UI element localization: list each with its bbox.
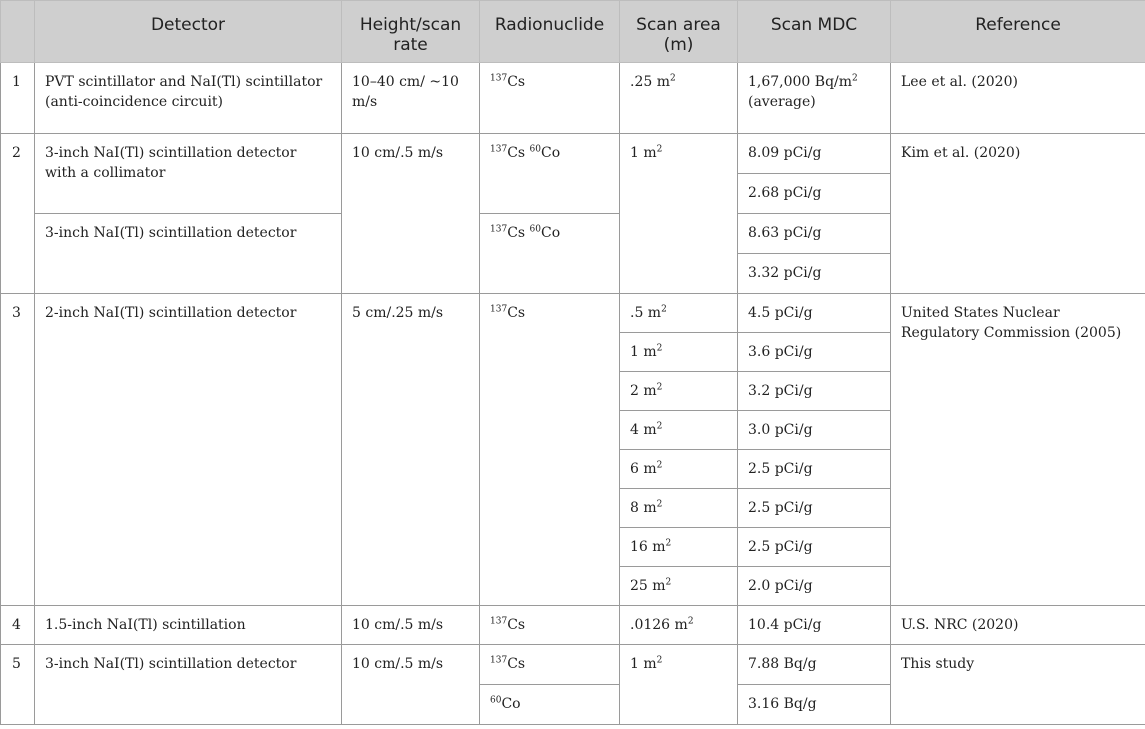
scan-area-cell — [620, 606, 738, 645]
radionuclide-cell — [480, 134, 620, 214]
radionuclide-cell — [480, 214, 620, 294]
scan-area-cell — [620, 63, 738, 134]
element-symbol: Cs — [507, 145, 530, 161]
area-value: .25 m — [630, 74, 670, 90]
area-value: 25 m — [630, 578, 666, 594]
row-number: 5 — [1, 645, 35, 725]
area-exponent: 2 — [656, 499, 663, 510]
height-scan-rate-cell: 10–40 cm/ ~10 m/s — [342, 63, 480, 134]
element-symbol: Co — [501, 696, 521, 712]
scan-mdc-cell: 10.4 pCi/g — [738, 606, 891, 645]
header-radionuclide: Radionuclide — [480, 1, 620, 63]
row-number: 1 — [1, 63, 35, 134]
detector-cell: 2-inch NaI(Tl) scintillation detector — [35, 294, 342, 606]
area-value: 6 m — [630, 461, 657, 477]
area-value: .0126 m — [630, 617, 688, 633]
area-value: 1 m — [630, 145, 657, 161]
header-scan-mdc: Scan MDC — [738, 1, 891, 63]
reference-cell: United States Nuclear Regulatory Commission (2005) — [891, 294, 1145, 606]
scan-area-cell — [620, 489, 738, 528]
element-symbol: Cs — [507, 305, 526, 321]
area-value: 8 m — [630, 500, 657, 516]
detector-cell: 3-inch NaI(Tl) scintillation detector — [35, 645, 342, 725]
radionuclide-cell — [480, 645, 620, 685]
radionuclide-cell — [480, 294, 620, 606]
scan-area-cell — [620, 294, 738, 333]
table-row — [1, 63, 1145, 134]
mass-number: 137 — [490, 616, 508, 627]
row-number: 3 — [1, 294, 35, 606]
scan-area-cell — [620, 528, 738, 567]
scan-mdc-cell: 8.09 pCi/g — [738, 134, 891, 174]
detector-cell: 3-inch NaI(Tl) scintillation detector with a collimator — [35, 134, 342, 214]
area-exponent: 2 — [656, 460, 663, 471]
mass-number: 60 — [490, 695, 502, 706]
mdc-value: 1,67,000 Bq/m — [748, 74, 853, 90]
scan-area-cell — [620, 411, 738, 450]
area-value: 4 m — [630, 422, 657, 438]
header-row — [1, 1, 1145, 63]
area-value: 16 m — [630, 539, 666, 555]
scan-mdc-cell: 8.63 pCi/g — [738, 214, 891, 254]
scan-area-cell — [620, 450, 738, 489]
element-symbol: Cs — [507, 74, 526, 90]
scan-area-cell — [620, 645, 738, 725]
mass-number: 60 — [529, 224, 541, 235]
element-symbol: Cs — [507, 617, 526, 633]
header-reference: Reference — [891, 1, 1145, 63]
scan-mdc-cell: 4.5 pCi/g — [738, 294, 891, 333]
radionuclide-cell — [480, 685, 620, 725]
detector-cell: 1.5-inch NaI(Tl) scintillation — [35, 606, 342, 645]
mass-number: 137 — [490, 224, 508, 235]
area-value: 2 m — [630, 383, 657, 399]
reference-cell: Kim et al. (2020) — [891, 134, 1145, 294]
scan-mdc-cell: 3.2 pCi/g — [738, 372, 891, 411]
element-symbol: Co — [541, 225, 561, 241]
reference-cell: Lee et al. (2020) — [891, 63, 1145, 134]
area-exponent: 2 — [665, 538, 672, 549]
mass-number: 137 — [490, 144, 508, 155]
detector-cell: PVT scintillator and NaI(Tl) scintillator (anti-coincidence circuit) — [35, 63, 342, 134]
scan-mdc-cell: 2.5 pCi/g — [738, 528, 891, 567]
scan-mdc-cell: 7.88 Bq/g — [738, 645, 891, 685]
height-scan-rate-cell: 10 cm/.5 m/s — [342, 134, 480, 294]
height-scan-rate-cell: 10 cm/.5 m/s — [342, 606, 480, 645]
area-value: 1 m — [630, 344, 657, 360]
mdc-exponent: 2 — [852, 73, 858, 84]
area-value: 1 m — [630, 656, 657, 672]
scan-area-cell — [620, 333, 738, 372]
scan-mdc-cell: 2.68 pCi/g — [738, 174, 891, 214]
table-row — [1, 606, 1145, 645]
table-row — [1, 134, 1145, 174]
scan-mdc-cell: 3.0 pCi/g — [738, 411, 891, 450]
height-scan-rate-cell: 5 cm/.25 m/s — [342, 294, 480, 606]
height-scan-rate-cell: 10 cm/.5 m/s — [342, 645, 480, 725]
element-symbol: Cs — [507, 656, 526, 672]
row-number: 4 — [1, 606, 35, 645]
scan-mdc-cell: 3.16 Bq/g — [738, 685, 891, 725]
radionuclide-cell — [480, 606, 620, 645]
scan-mdc-cell: 2.5 pCi/g — [738, 489, 891, 528]
area-exponent: 2 — [687, 616, 694, 627]
scan-area-cell — [620, 567, 738, 606]
reference-cell: U.S. NRC (2020) — [891, 606, 1145, 645]
area-exponent: 2 — [670, 73, 676, 84]
scan-mdc-cell: 2.5 pCi/g — [738, 450, 891, 489]
element-symbol: Co — [541, 145, 561, 161]
area-value: .5 m — [630, 305, 662, 321]
element-symbol: Cs — [507, 225, 530, 241]
mass-number: 137 — [490, 304, 508, 315]
row-number: 2 — [1, 134, 35, 294]
reference-cell: This study — [891, 645, 1145, 725]
scan-mdc-cell: 2.0 pCi/g — [738, 567, 891, 606]
detector-cell: 3-inch NaI(Tl) scintillation detector — [35, 214, 342, 294]
area-exponent: 2 — [665, 577, 672, 588]
scan-mdc-cell — [738, 63, 891, 134]
area-exponent: 2 — [656, 655, 663, 666]
mass-number: 60 — [529, 144, 541, 155]
mass-number: 137 — [490, 73, 508, 84]
scan-area-cell — [620, 372, 738, 411]
mdc-note: (average) — [748, 94, 816, 110]
scan-area-cell — [620, 134, 738, 294]
scan-mdc-cell: 3.32 pCi/g — [738, 254, 891, 294]
header-num — [1, 1, 35, 63]
area-exponent: 2 — [656, 144, 663, 155]
table-row — [1, 294, 1145, 333]
area-exponent: 2 — [661, 304, 667, 315]
area-exponent: 2 — [656, 421, 663, 432]
area-exponent: 2 — [656, 382, 663, 393]
header-height-scan-rate: Height/scan rate — [342, 1, 480, 63]
header-detector: Detector — [35, 1, 342, 63]
radionuclide-cell — [480, 63, 620, 134]
mass-number: 137 — [490, 655, 508, 666]
header-scan-area: Scan area (m) — [620, 1, 738, 63]
scan-mdc-cell: 3.6 pCi/g — [738, 333, 891, 372]
table-row — [1, 645, 1145, 685]
area-exponent: 2 — [656, 343, 663, 354]
